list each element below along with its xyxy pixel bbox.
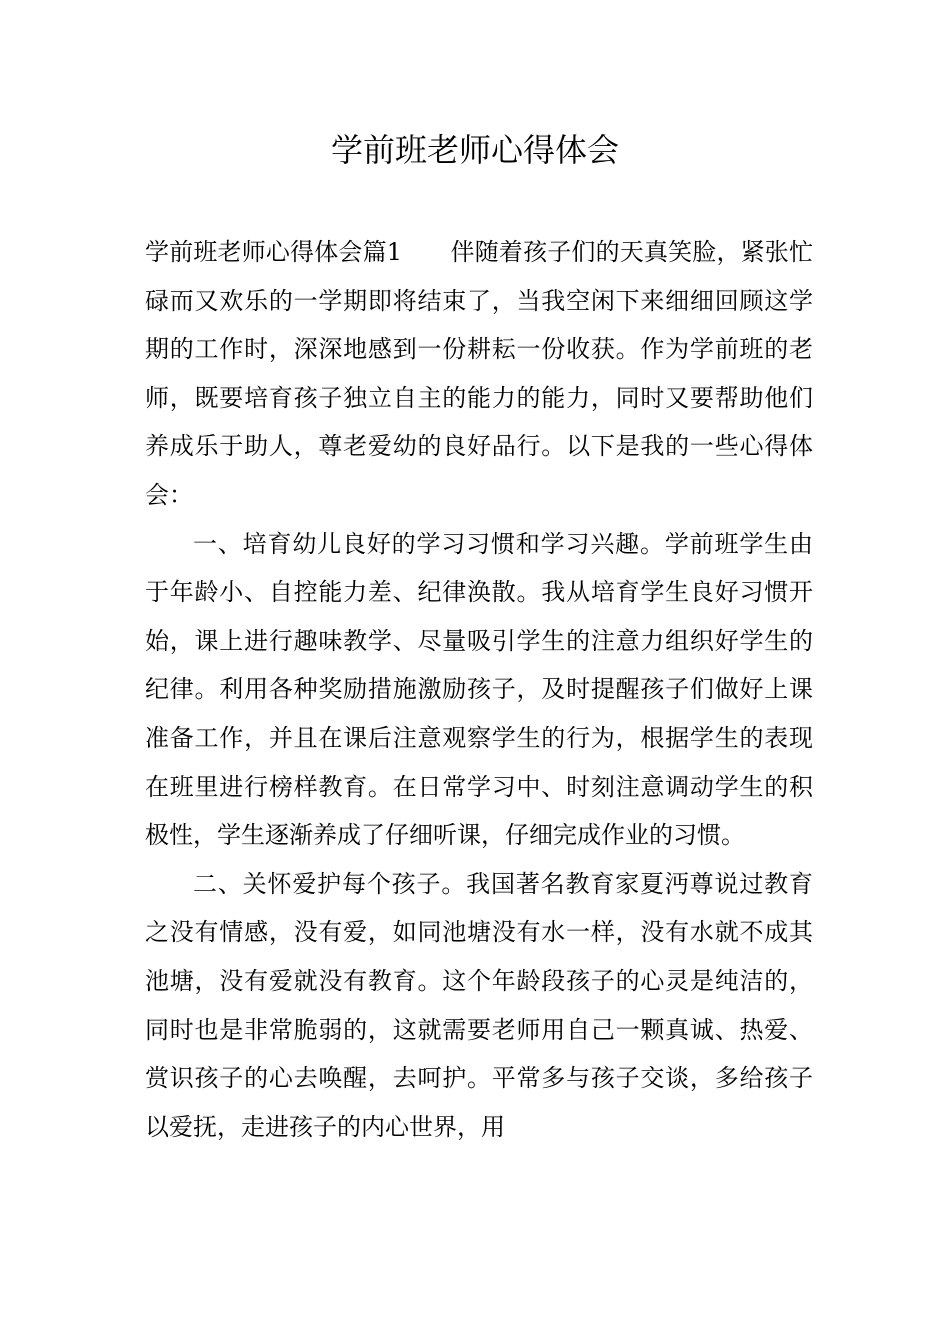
paragraph-section-1: 一、培育幼儿良好的学习习惯和学习兴趣。学前班学生由于年龄小、自控能力差、纪律涣散。我从培育学生良好习惯开始，课上进行趣味教学、尽量吸引学生的注意力组织好学生的纪律。利用各种奖励措施激励孩子，及时提醒孩子们做好上课准备工作，并且在课后注意观察学生的行为，根据学生的表现在班里进行榜样教育。在日常学习中、时刻注意调动学生的积极性，学生逐渐养成了仔细听课，仔细完成作业的习惯。 [145, 529, 813, 850]
paragraph-section-2: 二、关怀爱护每个孩子。我国著名教育家夏沔尊说过教育之没有情感，没有爱，如同池塘没有水一样，没有水就不成其池塘，没有爱就没有教育。这个年龄段孩子的心灵是纯洁的，同时也是非常脆弱的，这就需要老师用自己一颗真诚、热爱、赏识孩子的心去唤醒，去呵护。平常多与孩子交谈，多给孩子以爱抚，走进孩子的内心世界，用 [145, 869, 813, 1141]
document-body [145, 228, 813, 1151]
paragraph-intro: 学前班老师心得体会篇1 伴随着孩子们的天真笑脸，紧张忙碌而又欢乐的一学期即将结束了，当我空闲下来细细回顾这学期的工作时，深深地感到一份耕耘一份收获。作为学前班的老师，既要培育孩子独立自主的能力的能力，同时又要帮助他们养成乐于助人，尊老爱幼的良好品行。以下是我的一些心得体会： [145, 238, 813, 509]
document-title: 学前班老师心得体会 [330, 131, 619, 169]
